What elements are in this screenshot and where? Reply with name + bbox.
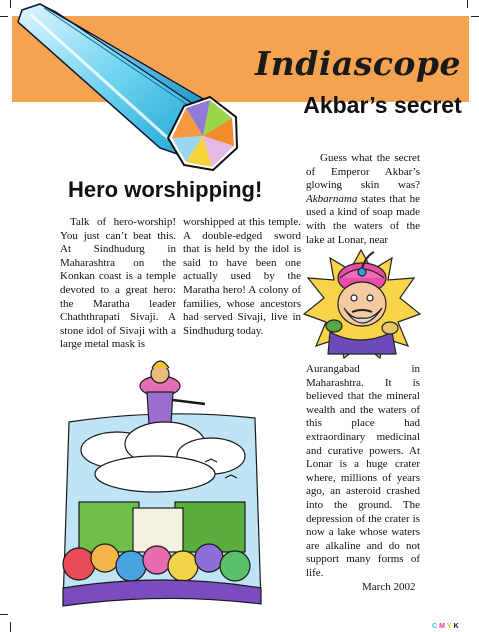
cmyk-y: Y bbox=[446, 623, 452, 630]
akbar-text: Guess what the secret of Emperor Akbar’s glowing skin was? bbox=[306, 152, 420, 192]
issue-date: March 2002 bbox=[362, 581, 416, 593]
cmyk-c: C bbox=[432, 623, 438, 630]
cmyk-k: K bbox=[453, 623, 459, 630]
cmyk-m: M bbox=[439, 623, 445, 630]
sivaji-crowd-cartoon bbox=[55, 352, 270, 612]
crop-mark bbox=[0, 614, 8, 615]
hero-column-1: Talk of hero-worship! You just can’t beat this. At Sindhudurg in Maharashtra on the Konkan coast is a temple devoted to a great hero: the Maratha leader Chaththrapati Sivaji. A stone idol of Sivaji with a large metal mask is bbox=[60, 216, 176, 351]
page-title: Indiascope bbox=[254, 44, 461, 83]
book-title: Akbarnama bbox=[306, 192, 358, 205]
akbar-paragraph-1 bbox=[306, 152, 420, 247]
akbar-cartoon bbox=[300, 248, 422, 360]
akbar-heading: Akbar’s secret bbox=[303, 92, 462, 118]
akbar-text: states that he used a kind of soap made with the waters of the lake at Lonar, near bbox=[306, 192, 420, 246]
cmyk-color-bar bbox=[432, 623, 461, 630]
hero-heading: Hero worshipping! bbox=[68, 177, 263, 202]
crop-mark bbox=[10, 622, 11, 632]
hero-column-2: worshipped at this temple. A double-edged sword that is held by the idol is said to have been one actually used by the Maratha hero! A colony of families, whose ancestors had served Sivaji, live in Sindhudurg today. bbox=[183, 216, 301, 337]
akbar-paragraph-2: Aurangabad in Maharashtra. It is believed that the mineral wealth and the waters of this place had extraordinary medicinal and curative powers. At Lonar is a huge crater where, millions of years ago, an asteroid crashed into the ground. The depression of the crater is now a lake whose waters are alkaline and do not support many forms of life. bbox=[306, 363, 420, 579]
